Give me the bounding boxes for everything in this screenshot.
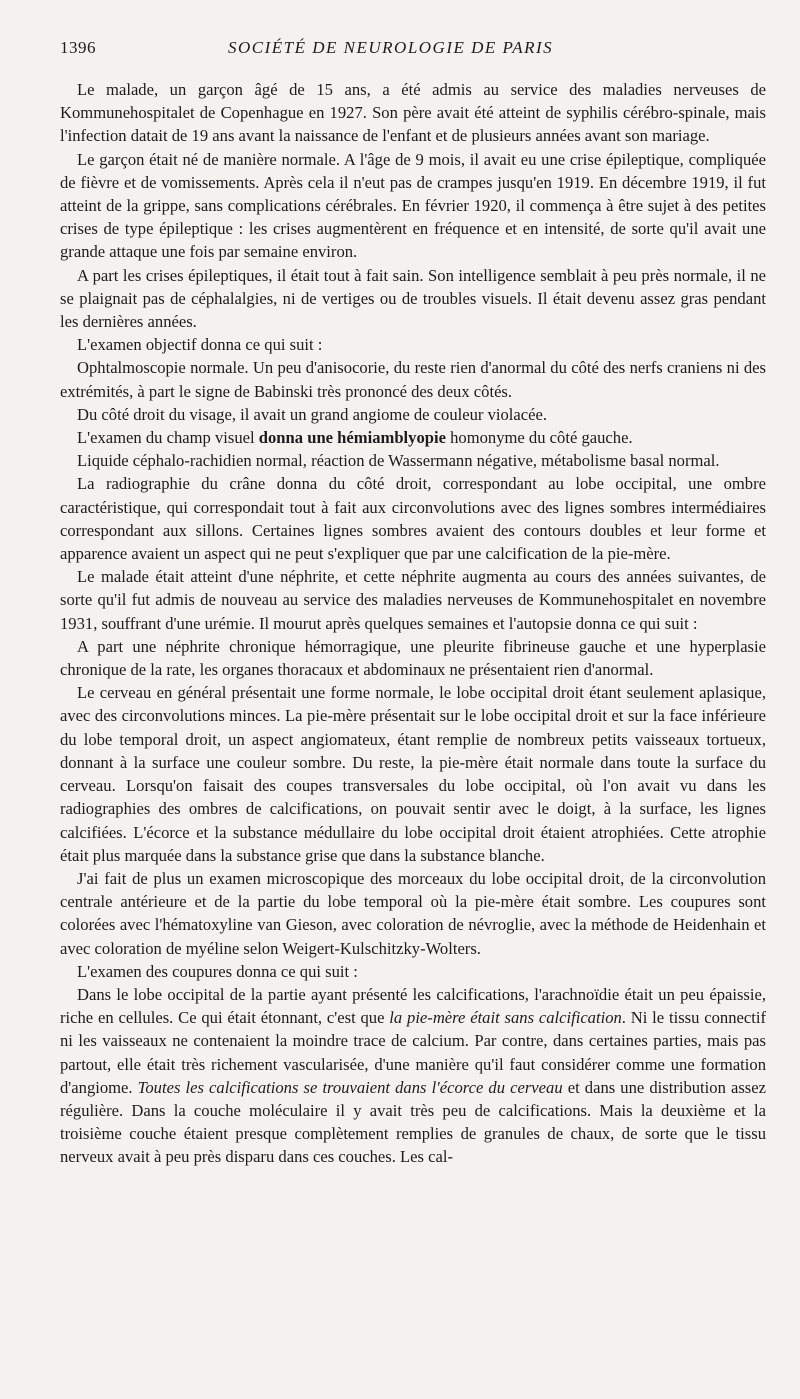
paragraph: J'ai fait de plus un examen microscopique des morceaux du lobe occipital droit, de la circonvolution centrale antérieure et de la partie du lobe temporal où la pie-mère était sombre. Les coupures sont colorées avec l'hématoxyline van Gieson, avec coloration de névroglie, avec la méthode de Heidenhain et avec coloration de myéline selon Weigert-Kulschitzky-Wolters. [60, 868, 766, 958]
paragraph: Le malade était atteint d'une néphrite, et cette néphrite augmenta au cours des années suivantes, de sorte qu'il fut admis de nouveau au service des maladies nerveuses de Kommunehospitalet en novembre 1931, souffrant d'une urémie. Il mourut après quelques semaines et l'autopsie donna ce qui suit : [60, 567, 766, 633]
paragraph [60, 983, 766, 1169]
page-header [60, 38, 766, 78]
text-run: et dans une distribution assez régulière. Dans la couche moléculaire il y avait très peu de calcifications. Mais la deuxième et la troisième couche étaient presque complètement remplies de granules de chaux, de sorte que le tissu nerveux avait à peu près disparu dans ces couches. Les cal- [60, 1077, 766, 1167]
italic-text-run: la pie-mère était sans calcification [389, 1008, 622, 1028]
paragraph: A part les crises épileptiques, il était tout à fait sain. Son intelligence semblait à peu près normale, il ne se plaignait pas de céphalalgies, ni de vertiges ou de troubles visuels. Il était devenu assez gras pendant les dernières années. [60, 265, 766, 332]
text-run: Dans le lobe occipital de la partie ayant présenté les calcifications, l'arachnoïdie était un peu épaissie, riche en cellules. Ce qui était étonnant, c'est que [60, 984, 766, 1028]
paragraph: Liquide céphalo-rachidien normal, réaction de Wassermann négative, métabolisme basal normal. [77, 451, 720, 471]
paragraph: La radiographie du crâne donna du côté droit, correspondant au lobe occipital, une ombre caractéristique, qui correspondait tout à fait aux circonvolutions avec des lignes sombres intermédiaires correspondant aux sillons. Certaines lignes sombres avaient des contours doubles et leur forme et apparence avaient un aspect qui ne peut s'expliquer que par une calcification de la pie-mère. [60, 474, 766, 564]
paragraph: Ophtalmoscopie normale. Un peu d'anisocorie, du reste rien d'anormal du côté des nerfs craniens ni des extrémités, à part le signe de Babinski très prononcé des deux côtés. [60, 358, 766, 401]
paragraph [60, 426, 766, 449]
bold-text-run: donna une hémiamblyopie [258, 428, 446, 448]
body-text [60, 78, 766, 1169]
paragraph: A part une néphrite chronique hémorragique, une pleurite fibrineuse gauche et une hyperplasie chronique de la rate, les organes thoracaux et abdominaux ne présentaient rien d'anormal. [60, 636, 766, 680]
paragraph: Le cerveau en général présentait une forme normale, le lobe occipital droit étant seulement aplasique, avec des circonvolutions minces. La pie-mère présentait sur le lobe occipital droit et sur la face inférieure du lobe temporal droit, un aspect angiomateux, étant remplie de nombreux petits vaisseaux tortueux, donnant à la surface une couleur sombre. Du reste, la pie-mère était normale dans toute la surface du cerveau. Lorsqu'on faisait des coupes transversales du lobe occipital, où l'on avait vu dans les radiographies des ombres de calcifications, on pouvait sentir avec le doigt, à la surface, les lignes calcifiées. L'écorce et la substance médullaire du lobe occipital droit étaient atrophiées. Cette atrophie était plus marquée dans la substance grise que dans la substance blanche. [60, 683, 766, 865]
italic-text-run: Toutes les calcifications se trouvaient dans l'écorce du cerveau [137, 1077, 563, 1097]
page-number: 1396 [60, 38, 96, 57]
running-title: SOCIÉTÉ DE NEUROLOGIE DE PARIS [228, 38, 554, 57]
paragraph: Le malade, un garçon âgé de 15 ans, a été admis au service des maladies nerveuses de Kommunehospitalet de Copenhague en 1927. Son père avait été atteint de syphilis cérébro-spinale, mais l'infection datait de 19 ans avant la naissance de l'enfant et de plusieurs années avant son mariage. [60, 80, 766, 146]
paragraph: Le garçon était né de manière normale. A l'âge de 9 mois, il avait eu une crise épileptique, compliquée de fièvre et de vomissements. Après cela il n'eut pas de crampes jusqu'en 1919. En décembre 1919, il fut atteint de la grippe, sans complications cérébrales. En février 1920, il commença à être sujet à des petites crises de type épileptique : les crises augmentèrent en fréquence et en intensité, de sorte qu'il avait une grande attaque une fois par semaine environ. [60, 149, 766, 262]
text-run: homonyme du côté gauche. [445, 428, 633, 448]
paragraph: L'examen des coupures donna ce qui suit : [77, 961, 358, 981]
paragraph: Du côté droit du visage, il avait un grand angiome de couleur violacée. [77, 404, 547, 424]
text-run: L'examen du champ visuel [77, 428, 259, 448]
text-run: . Ni le tissu connectif ni les vaisseaux ne contenaient la moindre trace de calcium. Par contre, dans certaines parties, mais pas partout, elle était très richement vascularisée, d'une manière qu'il faut considérer comme une formation d'angiome. [60, 1008, 766, 1097]
paragraph: L'examen objectif donna ce qui suit : [77, 335, 323, 355]
